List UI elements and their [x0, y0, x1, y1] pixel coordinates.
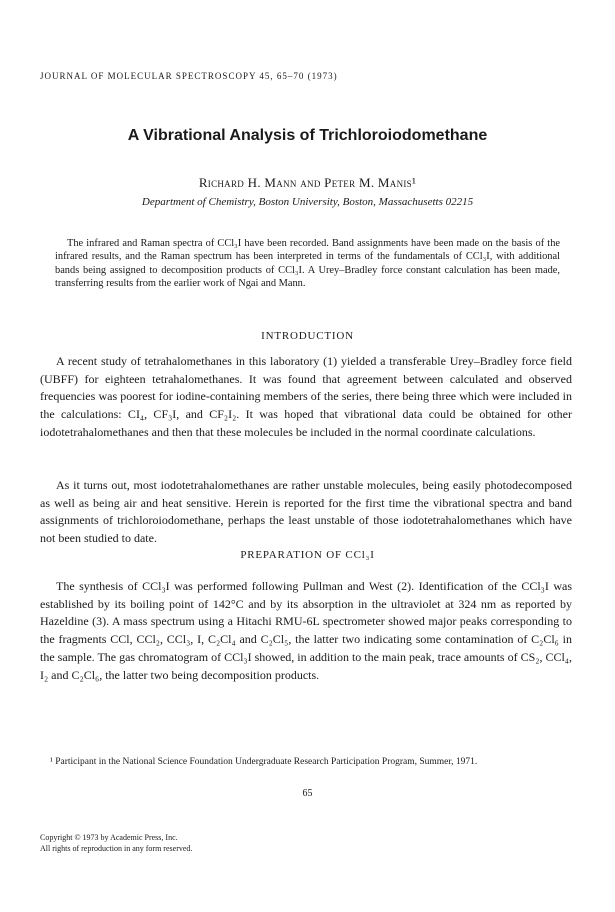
section-heading-introduction: INTRODUCTION	[261, 330, 354, 342]
body-paragraph: A recent study of tetrahalomethanes in this laboratory (1) yielded a transferable Urey–Bradley force field (UBFF) for eighteen tetrahalomethanes. It was found that agreement between calculated and observed frequencies was poorest for iodine-containing members of the series, there being three which were included in the calculations: CI₄, CF₃I, and CF₂I₂. It was hoped that vibrational data could be obtained for other iodotetrahalomethanes and then that these molecules be included in the normal coordinate calculations.	[40, 354, 572, 439]
affiliation: Department of Chemistry, Boston University, Boston, Massachusetts 02215	[141, 196, 474, 208]
copyright-line: Copyright © 1973 by Academic Press, Inc.	[40, 833, 178, 842]
abstract: The infrared and Raman spectra of CCl₃I have been recorded. Band assignments have been made on the basis of the infrared results, and the Raman spectrum has been interpreted in terms of the fundamentals of CCl₃I, with additional bands being assigned to decomposition products of CCl₃I. A Urey–Bradley force constant calculation has been made, transferring results from the earlier work of Ngai and Mann.	[55, 238, 560, 289]
body-paragraph: As it turns out, most iodotetrahalomethanes are rather unstable molecules, being easily photodecomposed as well as being air and heat sensitive. Herein is reported for the first time the vibrational spectra and band assignments of trichloroiodomethane, perhaps the least unstable of those iodotetrahalomethanes which have not been studied to date.	[40, 478, 572, 546]
body-paragraph: The synthesis of CCl₃I was performed following Pullman and West (2). Identification of the CCl₃I was established by its boiling point of 142°C and by its absorption in the ultraviolet at 324 nm as reported by Hazeldine (3). A mass spectrum using a Hitachi RMU-6L spectrometer showed major peaks corresponding to the fragments CCl, CCl₂, CCl₃, I, C₂Cl₄ and C₂Cl₅, the latter two indicating some contamination of C₂Cl₆ in the sample. The gas chromatogram of CCl₃I showed, in addition to the main peak, trace amounts of CS₂, CCl₄, I₂ and C₂Cl₆, the latter two being decomposition products.	[40, 579, 572, 682]
copyright-line: All rights of reproduction in any form reserved.	[40, 844, 193, 853]
page-number: 65	[302, 788, 313, 799]
authors: Richard H. Mann and Peter M. Manis¹	[198, 175, 417, 190]
paper-title: A Vibrational Analysis of Trichloroiodomethane	[127, 127, 488, 144]
journal-header: JOURNAL OF MOLECULAR SPECTROSCOPY 45, 65–70 (1973)	[40, 71, 338, 81]
footnote: ¹ Participant in the National Science Foundation Undergraduate Research Participation Program, Summer, 1971.	[50, 757, 478, 767]
copyright-notice	[40, 832, 192, 854]
section-heading-preparation: PREPARATION OF CCl₃I	[240, 549, 375, 561]
